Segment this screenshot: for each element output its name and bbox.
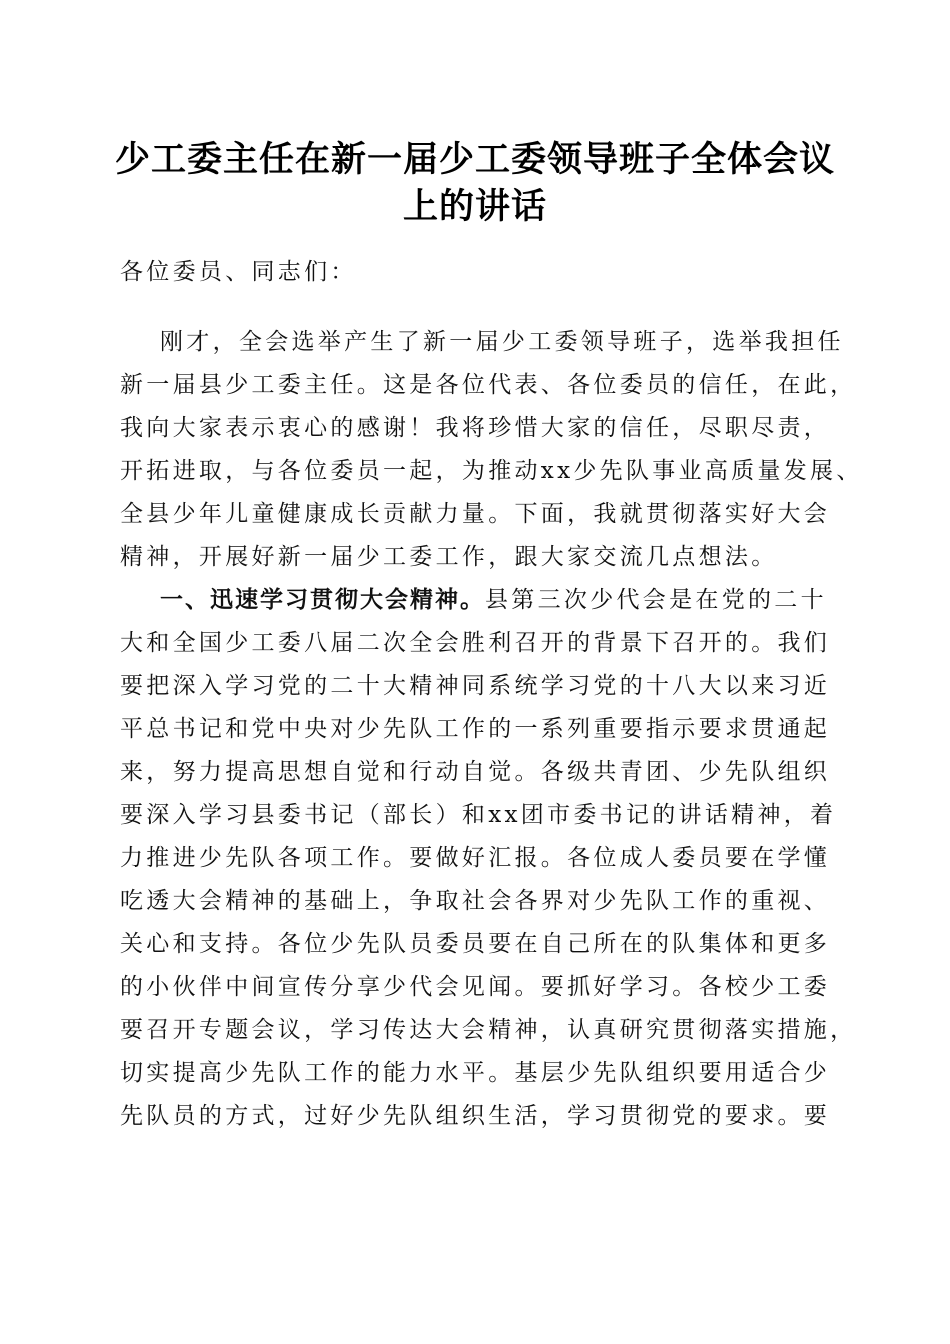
paragraph-line: 精神，开展好新一届少工委工作，跟大家交流几点想法。 [120, 544, 778, 570]
paragraph-line: 开拓进取，与各位委员一起，为推动xx少先队事业高质量发展、 [120, 458, 863, 484]
paragraph-line: 平总书记和党中央对少先队工作的一系列重要指示要求贯通起 [120, 716, 831, 742]
section-1-first-line [160, 585, 880, 615]
paragraph-line: 要深入学习县委书记（部长）和xx团市委书记的讲话精神，着 [120, 802, 837, 828]
paragraph-line: 全县少年儿童健康成长贡献力量。下面，我就贯彻落实好大会 [120, 501, 831, 527]
paragraph-line: 力推进少先队各项工作。要做好汇报。各位成人委员要在学懂 [120, 845, 831, 871]
paragraph-line: 刚才，全会选举产生了新一届少工委领导班子，选举我担任 [160, 329, 844, 355]
paragraph-line: 关心和支持。各位少先队员委员要在自己所在的队集体和更多 [120, 931, 831, 957]
document-title-line-1: 少工委主任在新一届少工委领导班子全体会议 [114, 139, 835, 180]
paragraph-line: 新一届县少工委主任。这是各位代表、各位委员的信任，在此， [120, 372, 857, 398]
paragraph-line: 要召开专题会议，学习传达大会精神，认真研究贯彻落实措施， [120, 1017, 857, 1043]
paragraph-line: 要把深入学习党的二十大精神同系统学习党的十八大以来习近 [120, 673, 831, 699]
paragraph-line: 吃透大会精神的基础上，争取社会各界对少先队工作的重视、 [120, 888, 831, 914]
paragraph-line: 切实提高少先队工作的能力水平。基层少先队组织要用适合少 [120, 1060, 831, 1086]
section-1-heading: 一、迅速学习贯彻大会精神。 [160, 586, 485, 613]
paragraph-line: 来，努力提高思想自觉和行动自觉。各级共青团、少先队组织 [120, 759, 831, 785]
paragraph-line: 大和全国少工委八届二次全会胜利召开的背景下召开的。我们 [120, 630, 831, 656]
salutation: 各位委员、同志们： [120, 259, 357, 285]
section-1-text: 县第三次少代会是在党的二十 [485, 587, 827, 613]
document-title-line-2: 上的讲话 [402, 186, 547, 227]
paragraph-line: 先队员的方式，过好少先队组织生活，学习贯彻党的要求。要 [120, 1103, 831, 1129]
paragraph-line: 我向大家表示衷心的感谢！我将珍惜大家的信任，尽职尽责， [120, 415, 831, 441]
paragraph-line: 的小伙伴中间宣传分享少代会见闻。要抓好学习。各校少工委 [120, 974, 831, 1000]
